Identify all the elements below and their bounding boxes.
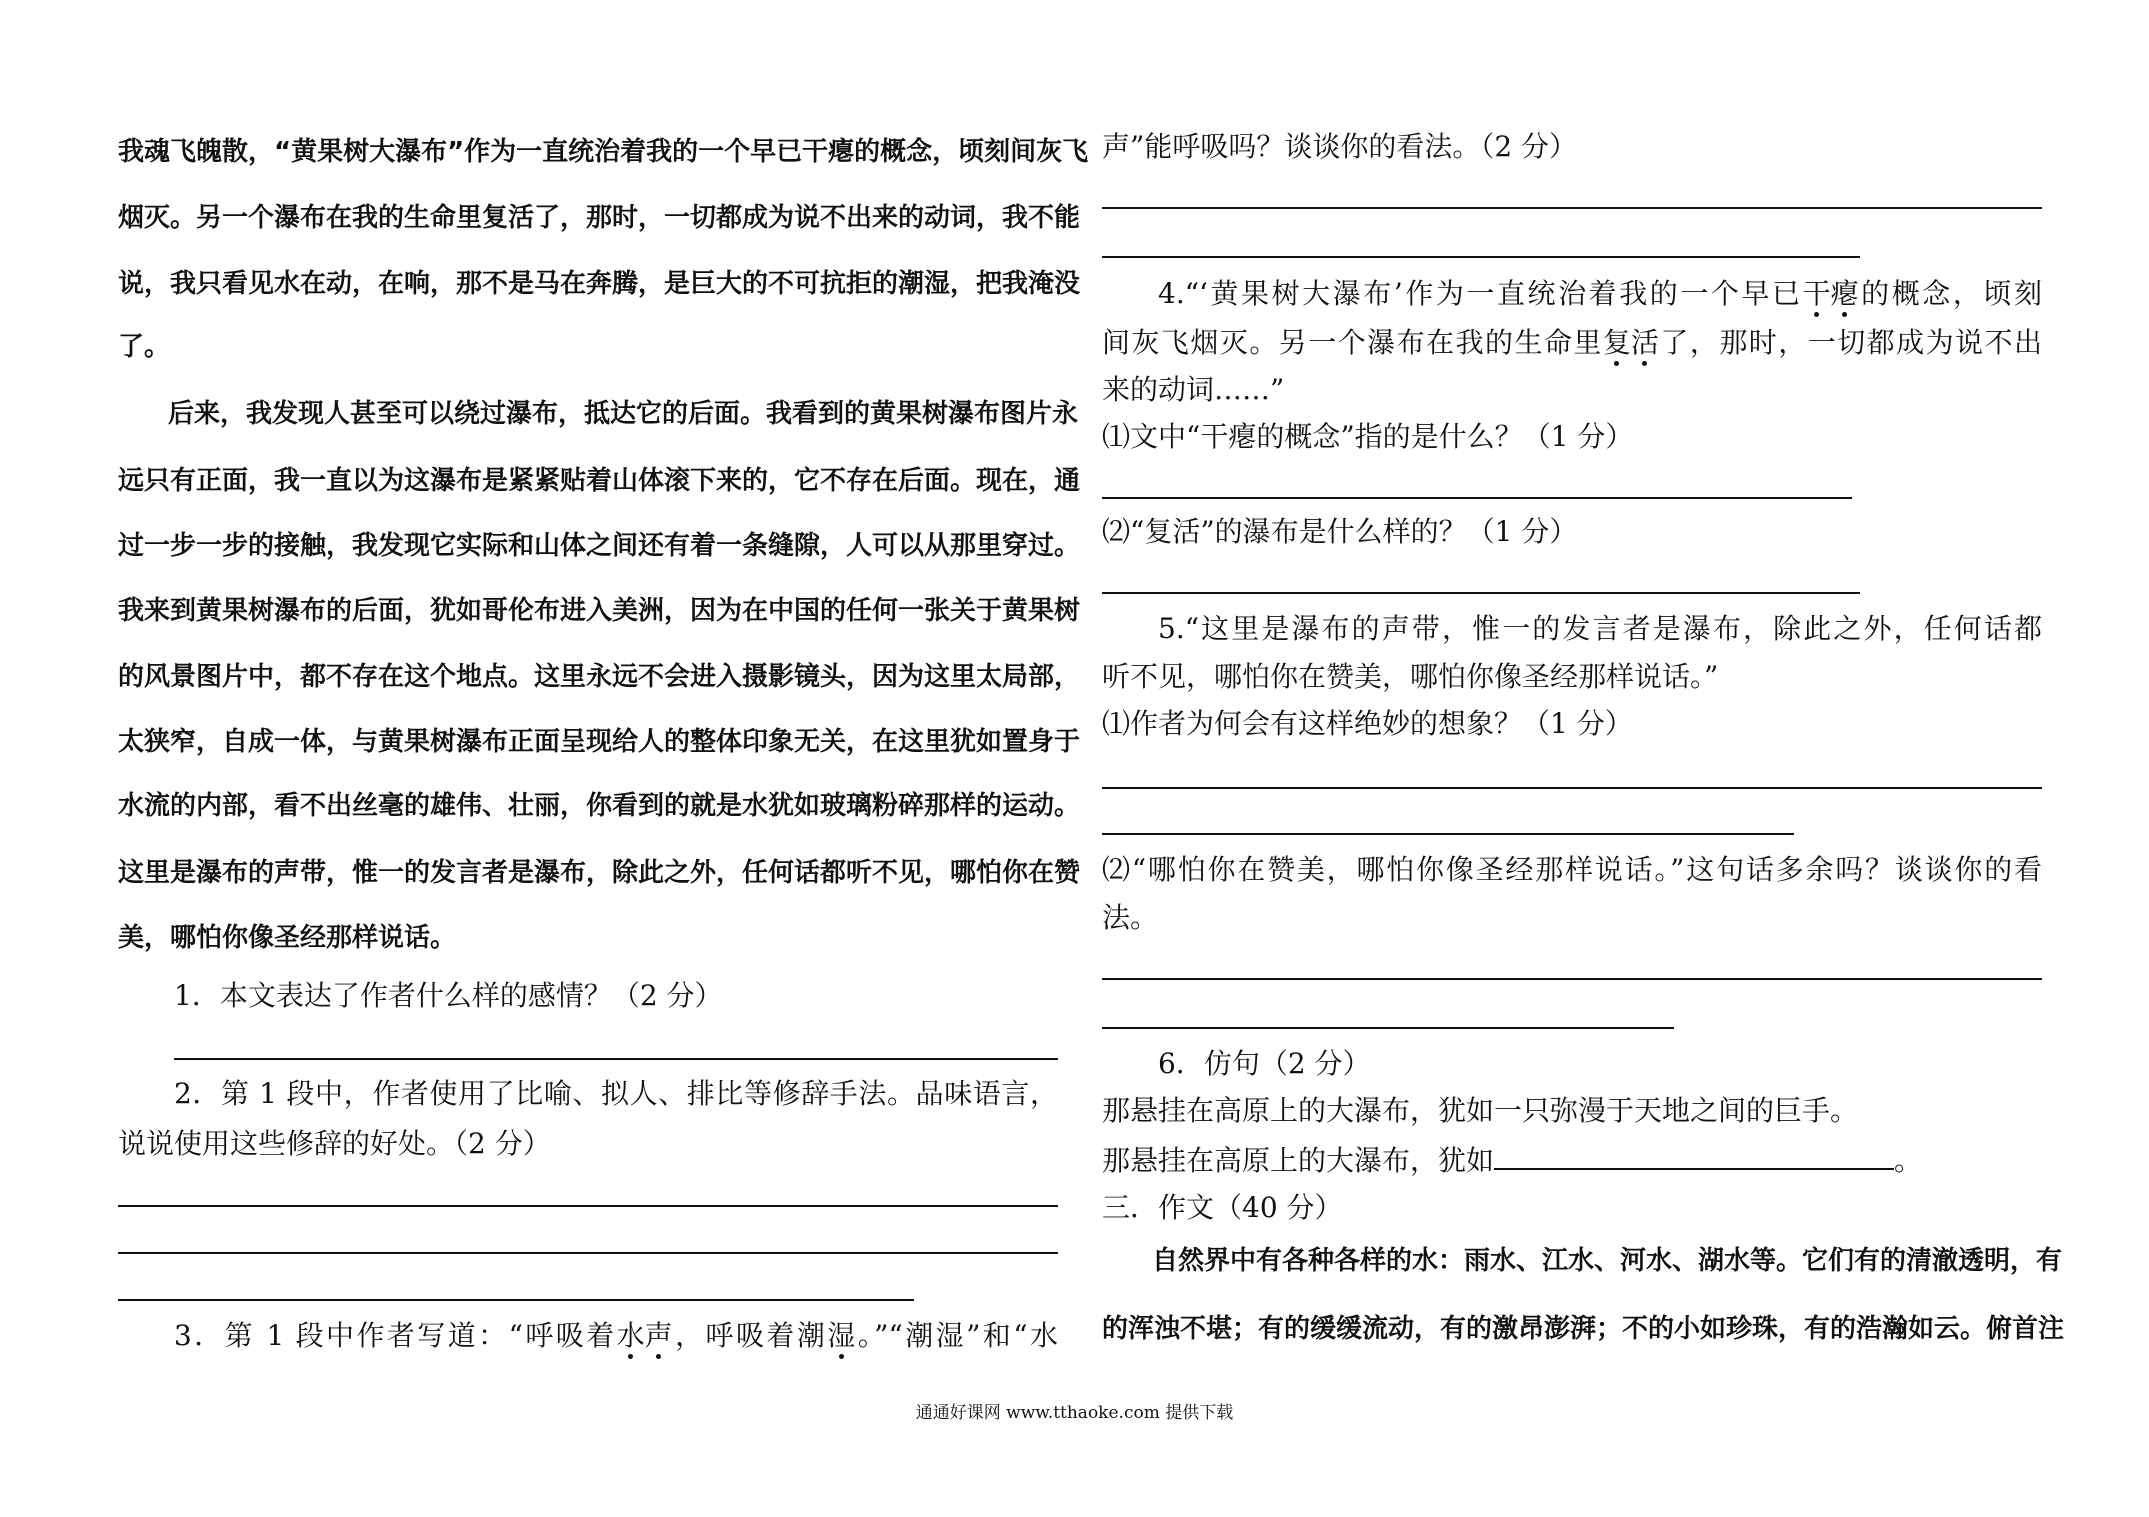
passage-line: 说，我只看见水在动，在响，那不是马在奔腾，是巨大的不可抗拒的潮湿，把我淹没 [118, 269, 1081, 299]
question-5-2: ⑵“哪怕你在赞美，哪怕你像圣经那样说话。”这句话多余吗？谈谈你的看 [1102, 853, 2042, 886]
fill-blank[interactable] [1494, 1146, 1894, 1170]
passage-line: 过一步一步的接触，我发现它实际和山体之间还有着一条缝隙，人可以从那里穿过。 [118, 531, 1081, 561]
question-6-example: 那悬挂在高原上的大瀑布，犹如一只弥漫于天地之间的巨手。 [1102, 1094, 1859, 1127]
section-3-heading: 三．作文（40 分） [1102, 1191, 1343, 1224]
essay-prompt-line: 自然界中有各种各样的水：雨水、江水、河水、湖水等。它们有的清澈透明，有 [1152, 1246, 2063, 1276]
passage-line: 了。 [118, 332, 171, 362]
passage-line: 我来到黄果树瀑布的后面，犹如哥伦布进入美洲，因为在中国的任何一张关于黄果树 [118, 596, 1081, 626]
answer-line[interactable] [118, 1205, 1058, 1207]
passage-line: 水流的内部，看不出丝毫的雄伟、壮丽，你看到的就是水犹如玻璃粉碎那样的运动。 [118, 791, 1081, 821]
answer-line[interactable] [118, 1299, 914, 1301]
question-4-cont: 间灰飞烟灭。另一个瀑布在我的生命里复活了，那时，一切都成为说不出 [1102, 326, 2042, 359]
question-4-cont: 来的动词……” [1102, 373, 1285, 406]
question-5: 5.“这里是瀑布的声带，惟一的发言者是瀑布，除此之外，任何话都 [1158, 612, 2042, 645]
passage-line: 这里是瀑布的声带，惟一的发言者是瀑布，除此之外，任何话都听不见，哪怕你在赞 [118, 858, 1081, 888]
passage-line: 的风景图片中，都不存在这个地点。这里永远不会进入摄影镜头，因为这里太局部， [118, 662, 1081, 692]
answer-line[interactable] [1102, 592, 1860, 594]
question-4-1: ⑴文中“干瘪的概念”指的是什么？（1 分） [1102, 420, 1634, 453]
passage-line: 我魂飞魄散，“黄果树大瀑布”作为一直统治着我的一个早已干瘪的概念，顷刻间灰飞 [118, 137, 1089, 167]
answer-line[interactable] [1102, 207, 2042, 209]
answer-line[interactable] [1102, 256, 1860, 258]
passage-line: 美，哪怕你像圣经那样说话。 [118, 923, 457, 953]
answer-line[interactable] [1102, 833, 1794, 835]
essay-prompt-line: 的浑浊不堪；有的缓缓流动，有的激昂澎湃；不的小如珍珠，有的浩瀚如云。俯首注 [1102, 1314, 2065, 1344]
question-4-2: ⑵“复活”的瀑布是什么样的？（1 分） [1102, 515, 1578, 548]
passage-line: 烟灭。另一个瀑布在我的生命里复活了，那时，一切都成为说不出来的动词，我不能 [118, 203, 1081, 233]
question-6-task: 那悬挂在高原上的大瀑布，犹如 。 [1102, 1144, 1923, 1177]
question-5-cont: 听不见，哪怕你在赞美，哪怕你像圣经那样说话。” [1102, 660, 1719, 693]
answer-line[interactable] [1102, 787, 2042, 789]
answer-line[interactable] [1102, 1027, 1674, 1029]
question-4: 4.“‘黄果树大瀑布’作为一直统治着我的一个早已干瘪的概念，顷刻 [1158, 277, 2042, 310]
passage-line: 远只有正面，我一直以为这瀑布是紧紧贴着山体滚下来的，它不存在后面。现在，通 [118, 466, 1081, 496]
answer-line[interactable] [118, 1252, 1058, 1254]
answer-line[interactable] [1102, 978, 2042, 980]
answer-line[interactable] [1102, 497, 1852, 499]
passage-line: 太狭窄，自成一体，与黄果树瀑布正面呈现给人的整体印象无关，在这里犹如置身于 [118, 727, 1081, 757]
question-5-2-cont: 法。 [1102, 901, 1159, 934]
question-3: 3．第 1 段中作者写道：“呼吸着水声，呼吸着潮湿。”“潮湿”和“水 [174, 1319, 1058, 1352]
question-3-cont: 声”能呼吸吗？谈谈你的看法。（2 分） [1102, 130, 1578, 163]
question-6: 6．仿句（2 分） [1158, 1047, 1371, 1080]
question-5-1: ⑴作者为何会有这样绝妙的想象？（1 分） [1102, 707, 1633, 740]
passage-line: 后来，我发现人甚至可以绕过瀑布，抵达它的后面。我看到的黄果树瀑布图片永 [168, 399, 1079, 429]
page-footer: 通通好课网 www.tthaoke.com 提供下载 [915, 1403, 1234, 1423]
question-1: 1．本文表达了作者什么样的感情？（2 分） [174, 979, 723, 1012]
question-2: 2．第 1 段中，作者使用了比喻、拟人、排比等修辞手法。品味语言， [174, 1077, 1058, 1110]
answer-line[interactable] [174, 1058, 1058, 1060]
question-2-cont: 说说使用这些修辞的好处。（2 分） [118, 1127, 551, 1160]
